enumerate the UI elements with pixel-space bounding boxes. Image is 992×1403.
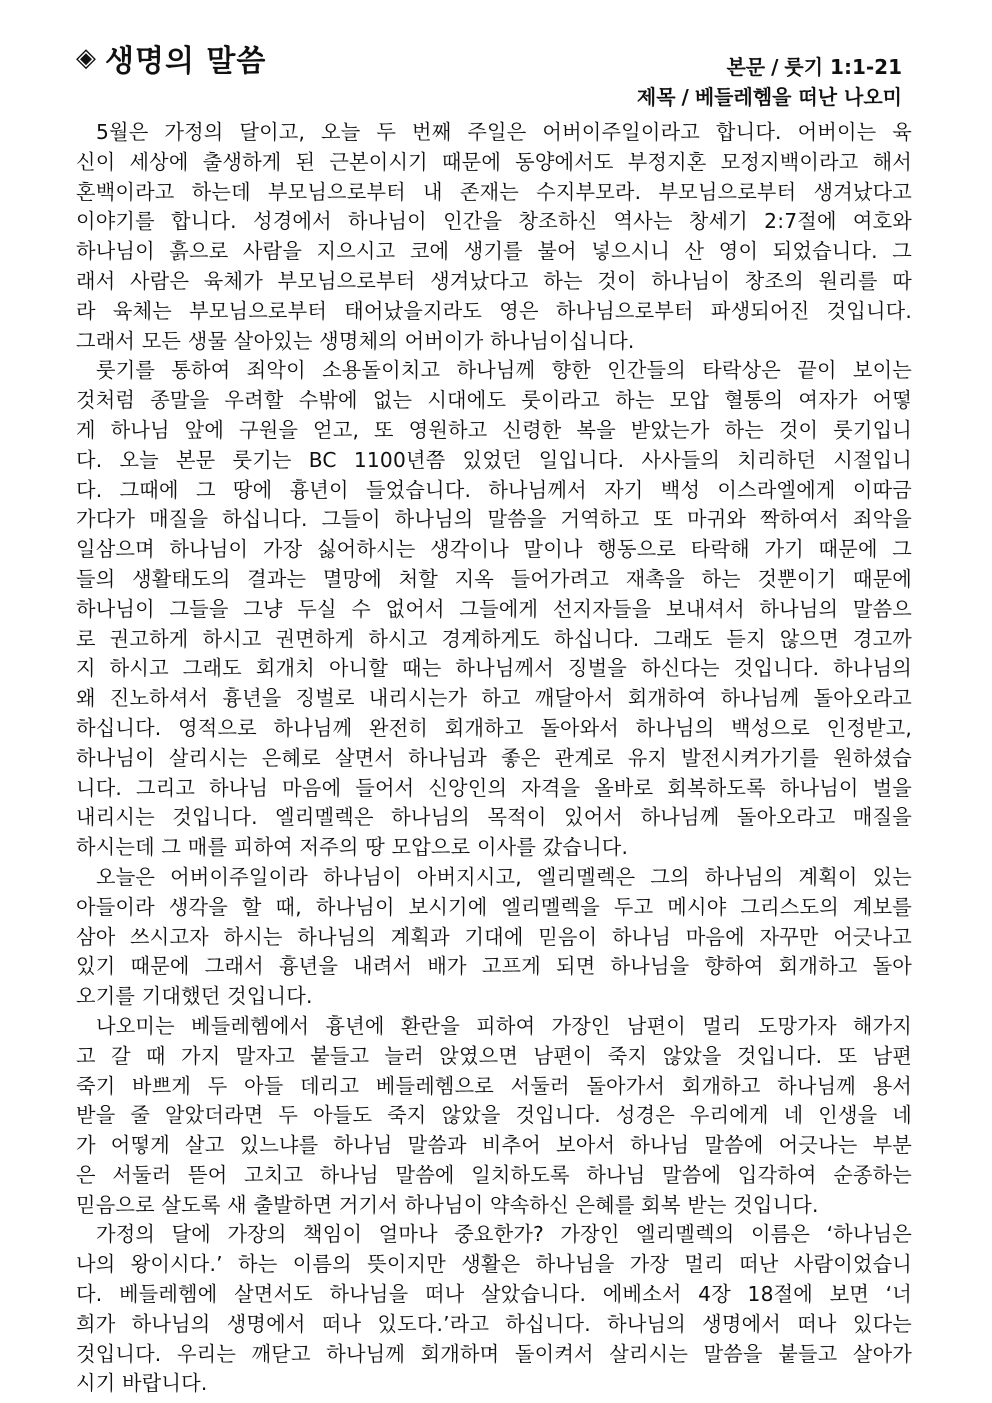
text-line: 은 서둘러 뜯어 고치고 하나님 말씀에 일치하도록 하나님 말씀에 입각하여 순종하는 xyxy=(76,1162,912,1187)
text-line: 가정의 달에 가장의 책임이 얼마나 중요한가? 가장인 엘리멜렉의 이름은 ‘하나님은 xyxy=(96,1222,912,1247)
text-line: 오기를 기대했던 것입니다. xyxy=(76,984,313,1009)
text-line: 내리시는 것입니다. 엘리멜렉은 하나님의 목적이 있어서 하나님께 돌아오라고 매질을 xyxy=(76,805,912,830)
text-line: 니다. 그리고 하나님 마음에 들어서 신앙인의 자격을 올바로 회복하도록 하나님이 벌을 xyxy=(76,775,912,800)
sermon-body xyxy=(76,118,912,1399)
text-line: 혼백이라고 하는데 부모님으로부터 내 존재는 수지부모라. 부모님으로부터 생겨났다고 xyxy=(76,179,912,204)
text-line: 아들이라 생각을 할 때, 하나님이 보시기에 엘리멜렉을 두고 메시야 그리스도의 계보를 xyxy=(76,894,912,919)
text-line: 일삼으며 하나님이 가장 싫어하시는 생각이나 말이나 행동으로 타락해 가기 때문에 그 xyxy=(76,537,912,562)
document-title xyxy=(76,36,266,80)
text-line: 나오미는 베들레헴에서 흉년에 환란을 피하여 가장인 남편이 멀리 도망가자 해가지 xyxy=(96,1013,912,1038)
diamond-bullet-icon: ◈ xyxy=(76,43,97,73)
text-line: 가 어떻게 살고 있느냐를 하나님 말씀과 비추어 보아서 하나님 말씀에 어긋나는 부분 xyxy=(76,1133,912,1158)
text-line: 오늘은 어버이주일이라 하나님이 아버지시고, 엘리멜렉은 그의 하나님의 계획이 있는 xyxy=(96,864,912,889)
paragraph xyxy=(76,356,912,863)
subject-separator: / xyxy=(681,85,689,109)
text-line: 희가 하나님의 생명에서 떠나 있도다.’라고 하십니다. 하나님의 생명에서 떠나 있다는 xyxy=(76,1311,912,1336)
sermon-meta xyxy=(637,52,902,112)
text-line: 삼아 쓰시고자 하시는 하나님의 계획과 기대에 믿음이 하나님 마음에 자꾸만 어긋나고 xyxy=(76,924,912,949)
paragraph xyxy=(76,118,912,356)
scripture-separator: / xyxy=(771,55,779,79)
text-line: 래서 사람은 육체가 부모님으로부터 생겨났다고 하는 것이 하나님이 창조의 원리를 따 xyxy=(76,268,912,293)
scripture-reference: 룻기 1:1-21 xyxy=(784,55,902,79)
text-line: 룻기를 통하여 죄악이 소용돌이치고 하나님께 향한 인간들의 타락상은 끝이 보이는 xyxy=(96,358,912,383)
text-line: 나의 왕이시다.’ 하는 이름의 뜻이지만 생활은 하나님을 가장 멀리 떠난 사람이었습니 xyxy=(76,1252,912,1277)
text-line: 5월은 가정의 달이고, 오늘 두 번째 주일은 어버이주일이라고 합니다. 어버이는 육 xyxy=(96,120,912,144)
text-line: 하십니다. 영적으로 하나님께 완전히 회개하고 돌아와서 하나님의 백성으로 인정받고, xyxy=(76,715,912,740)
text-line: 지 하시고 그래도 회개치 아니할 때는 하나님께서 징벌을 하신다는 것입니다. 하나님의 xyxy=(76,656,912,681)
paragraph xyxy=(76,1220,912,1399)
text-line: 신이 세상에 출생하게 된 근본이시기 때문에 동양에서도 부정지혼 모정지백이라고 해서 xyxy=(76,149,912,174)
subject-row xyxy=(637,82,902,112)
title-text: 생명의 말씀 xyxy=(105,44,267,79)
scripture-label: 본문 xyxy=(726,55,766,79)
text-line: 것처럼 종말을 우려할 수밖에 없는 시대에도 룻이라고 하는 모압 혈통의 여자가 어떻 xyxy=(76,388,912,413)
text-line: 다. 그때에 그 땅에 흉년이 들었습니다. 하나님께서 자기 백성 이스라엘에게 이따금 xyxy=(76,477,912,502)
paragraph xyxy=(76,1012,912,1221)
paragraph xyxy=(76,863,912,1012)
text-line: 하나님이 흙으로 사람을 지으시고 코에 생기를 불어 넣으시니 산 영이 되었습니다. 그 xyxy=(76,239,912,264)
text-line: 게 하나님 앞에 구원을 얻고, 또 영원하고 신령한 복을 받았는가 하는 것이 룻기입니 xyxy=(76,417,912,442)
text-line: 시기 바랍니다. xyxy=(76,1371,208,1396)
text-line: 다. 베들레헴에 살면서도 하나님을 떠나 살았습니다. 에베소서 4장 18절에 보면 ‘너 xyxy=(76,1282,912,1307)
text-line: 들의 생활태도의 결과는 멸망에 처할 지옥 들어가려고 재촉을 하는 것뿐이기 때문에 xyxy=(76,566,912,591)
text-line: 라 육체는 부모님으로부터 태어났을지라도 영은 하나님으로부터 파생되어진 것입니다. xyxy=(76,298,912,323)
text-line: 가다가 매질을 하십니다. 그들이 하나님의 말씀을 거역하고 또 마귀와 짝하여서 죄악을 xyxy=(76,507,912,532)
text-line: 그래서 모든 생물 살아있는 생명체의 어버이가 하나님이십니다. xyxy=(76,328,635,353)
text-line: 고 갈 때 가지 말자고 붙들고 늘러 앉였으면 남편이 죽지 않았을 것입니다. 또 남편 xyxy=(76,1043,912,1068)
scripture-row xyxy=(637,52,902,82)
subject-label: 제목 xyxy=(636,85,676,109)
text-line: 하나님이 살리시는 은혜로 살면서 하나님과 좋은 관계로 유지 발전시켜가기를 원하셨습 xyxy=(76,745,912,770)
text-line: 것입니다. 우리는 깨닫고 하나님께 회개하며 돌이켜서 살리시는 말씀을 붙들고 살아가 xyxy=(76,1341,912,1366)
subject-text: 베들레헴을 떠난 나오미 xyxy=(694,85,902,109)
text-line: 왜 진노하셔서 흉년을 징벌로 내리시는가 하고 깨달아서 회개하여 하나님께 돌아오라고 xyxy=(76,686,912,711)
text-line: 로 권고하게 하시고 권면하게 하시고 경계하게도 하십니다. 그래도 듣지 않으면 경고까 xyxy=(76,626,912,651)
text-line: 받을 줄 알았더라면 두 아들도 죽지 않았을 것입니다. 성경은 우리에게 네 인생을 네 xyxy=(76,1103,912,1128)
text-line: 믿음으로 살도록 새 출발하면 거기서 하나님이 약속하신 은혜를 회복 받는 것입니다. xyxy=(76,1192,819,1217)
text-line: 하시는데 그 매를 피하여 저주의 땅 모압으로 이사를 갔습니다. xyxy=(76,835,629,860)
text-line: 다. 오늘 본문 룻기는 BC 1100년쯤 있었던 일입니다. 사사들의 치리하던 시절입니 xyxy=(76,447,912,472)
text-line: 있기 때문에 그래서 흉년을 내려서 배가 고프게 되면 하나님을 향하여 회개하고 돌아 xyxy=(76,954,912,979)
text-line: 죽기 바쁘게 두 아들 데리고 베들레헴으로 서둘러 돌아가서 회개하고 하나님께 용서 xyxy=(76,1073,912,1098)
text-line: 하나님이 그들을 그냥 두실 수 없어서 그들에게 선지자들을 보내셔서 하나님의 말씀으 xyxy=(76,596,912,621)
text-line: 이야기를 합니다. 성경에서 하나님이 인간을 창조하신 역사는 창세기 2:7절에 여호와 xyxy=(76,209,912,234)
